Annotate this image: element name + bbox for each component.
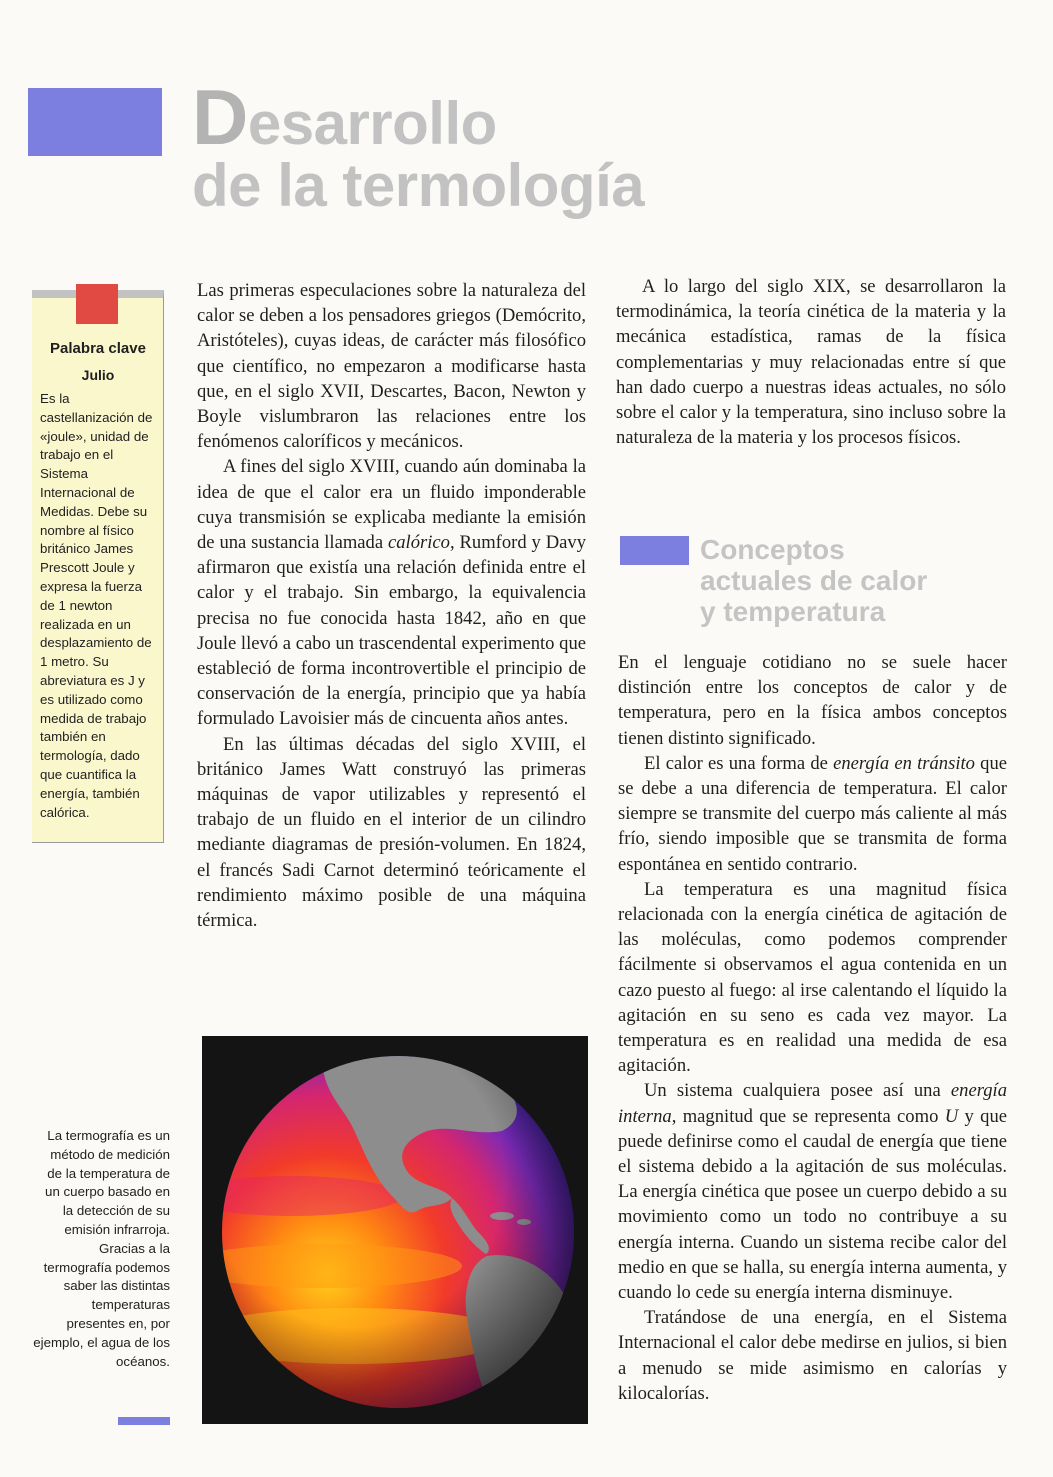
sec-p4-emphasis: energía interna — [618, 1080, 1007, 1127]
caption-color-bar — [118, 1417, 170, 1425]
col1-paragraph-2 — [197, 454, 586, 731]
keyword-heading: Palabra clave — [50, 340, 146, 357]
title-color-block — [28, 88, 162, 156]
section-title — [700, 534, 1020, 627]
page-title-line1: Desarrollo — [192, 73, 497, 161]
sec-p4-symbol: U — [944, 1105, 959, 1127]
section-paragraph-1: En el lenguaje cotidiano no se suele hacer distinción entre los conceptos de calor y de temperatura, pero en la física ambos conceptos tienen distinto significado. — [618, 652, 1007, 749]
thermography-globe-image — [202, 1036, 588, 1424]
section-paragraph-3: La temperatura es una magnitud física relacionada con la energía cinética de agitación de las moléculas, como podemos comprender fácilmente si observamos el agua contenida en un cazo puesto al fuego: al irse calentando el líquido la agitación en su seno es cada vez mayor. La temperatura es en realidad una medida de esa agitación. — [618, 878, 1007, 1077]
sec-p4-text-a: Un sistema cualquiera posee así una — [644, 1080, 951, 1102]
sec-p2-text-b: que se debe a una diferencia de temperatura. El calor siempre se transmite del cuerpo más caliente al más frío, siendo imposible que se transmita de forma espontánea en sentido contrario. — [618, 752, 1007, 875]
section-body — [618, 650, 1007, 1406]
column-1 — [197, 278, 586, 933]
sec-p2-emphasis: energía en tránsito — [833, 752, 975, 774]
section-color-block — [620, 536, 689, 565]
section-paragraph-5: Tratándose de una energía, en el Sistema Internacional el calor debe medirse en julios, si bien a menudo se mide asimismo en calorías y kilocalorías. — [618, 1307, 1007, 1404]
column-2-top — [616, 274, 1006, 450]
keyword-term: Julio — [81, 367, 115, 383]
page-title-line2: de la termología — [192, 152, 645, 219]
col1-paragraph-3: En las últimas décadas del siglo XVIII, el británico James Watt construyó las primeras máquinas de vapor utilizables y representó el trabajo de un fluido en el interior de un cilindro mediante diagramas de presión-volumen. En 1824, el francés Sadi Carnot determinó teóricamente el rendimiento máximo posible de una máquina térmica. — [197, 733, 586, 932]
section-paragraph-4 — [618, 1078, 1007, 1305]
image-caption: La termografía es un método de medición de la temperatura de un cuerpo basado en la detección de su emisión infrarroja. Gracias a la termografía podemos saber las distintas temperaturas presentes en, por ejemplo, el agua de los océanos. — [33, 1128, 170, 1369]
section-title-line2: actuales de calor — [700, 565, 928, 596]
col2-paragraph-1: A lo largo del siglo XIX, se desarrollaron la termodinámica, la teoría cinética de la materia y la mecánica estadística, ramas de la física complementarias y muy relacionadas entre sí que han dado cuerpo a nuestras ideas actuales, no sólo sobre el calor y la temperatura, sino incluso sobre la naturaleza de la materia y los procesos físicos. — [616, 276, 1006, 449]
sec-p2-text-a: El calor es una forma de — [644, 752, 834, 774]
section-paragraph-2 — [618, 751, 1007, 877]
section-title-line1: Conceptos — [700, 534, 845, 565]
col1-paragraph-1: Las primeras especulaciones sobre la naturaleza del calor se deben a los pensadores griegos (Demócrito, Aristóteles), cuyas ideas, de carácter más filosófico que científico, no empezaron a modificarse hasta que, en el siglo XVII, Descartes, Bacon, Newton y Boyle vislumbraron las relaciones entre los fenómenos caloríficos y mecánicos. — [197, 280, 586, 453]
section-title-line3: y temperatura — [700, 596, 886, 627]
sec-p4-text-b: , magnitud que se representa como — [671, 1105, 945, 1127]
col1-p2-text-b: , Rumford y Davy afirmaron que existía una relación definida entre el calor y el trabajo. Sin embargo, la equivalencia precisa no fue conocida hasta 1842, año en que Joule llevó a cabo un trascendental experimento que estableció de forma incontrovertible el principio de conservación de la energía, principio que ya había formulado Lavoisier más de cincuenta años antes. — [197, 532, 586, 730]
col1-p2-text-a: A fines del siglo XVIII, cuando aún dominaba la idea de que el calor era un fluido imponderable cuya transmisión se explicaba mediante la emisión de una sustancia llamada — [197, 456, 586, 554]
keyword-red-square — [76, 284, 118, 324]
keyword-definition: Es la castellanización de «joule», unidad de trabajo en el Sistema Internacional de Medidas. Debe su nombre al físico británico James Prescott Joule y expresa la fuerza de 1 newton realizada en un desplazamiento de 1 metro. Su abreviatura es J y es utilizado como medida de trabajo también en termología, dado que cuantifica la energía, también calórica. — [40, 391, 153, 820]
col1-p2-emphasis: calórico — [387, 532, 450, 554]
page-title — [192, 73, 752, 219]
keyword-box — [32, 290, 164, 843]
sec-p4-text-c: y que puede definirse como el caudal de energía que tiene el sistema debido a la agitación de sus moléculas. La energía cinética que posee un cuerpo debido a su movimiento como un todo no contribuye a su energía interna. Cuando un sistema recibe calor del medio en que se halla, su energía interna aumenta, y cuando lo cede su energía interna disminuye. — [618, 1105, 1007, 1304]
